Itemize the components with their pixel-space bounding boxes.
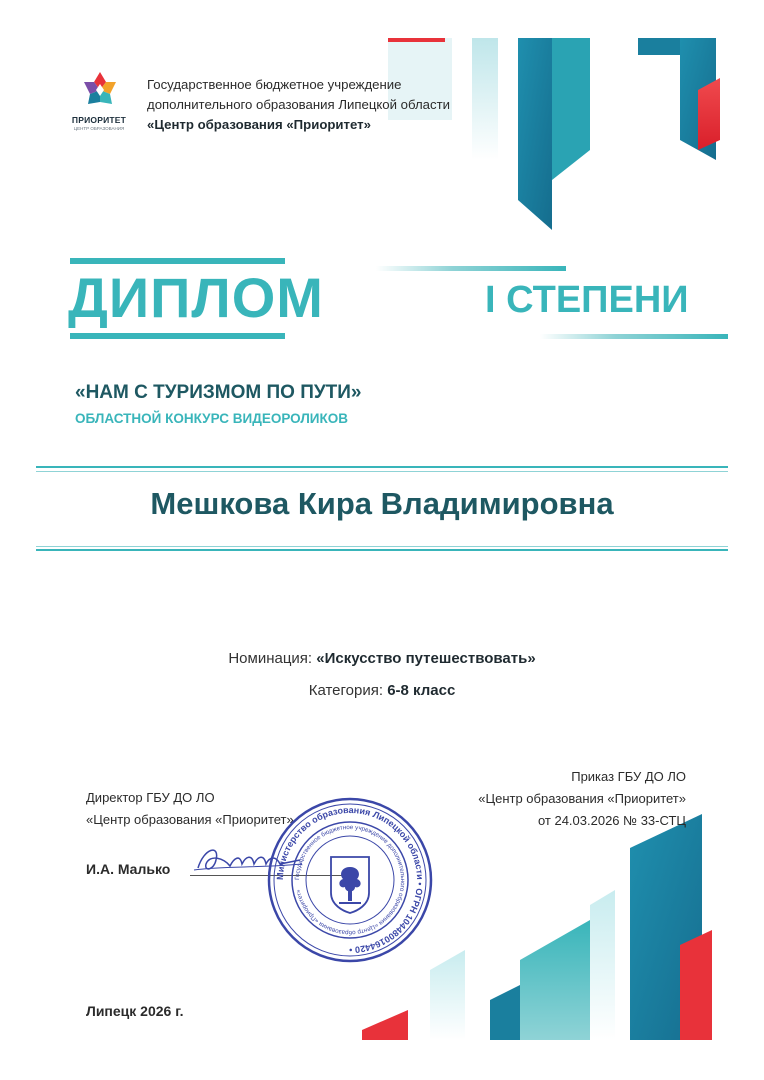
divider	[36, 466, 728, 468]
divider	[36, 549, 728, 551]
deco-shape	[520, 920, 590, 1040]
official-seal	[265, 795, 435, 965]
logo-name: ПРИОРИТЕТ	[71, 115, 127, 125]
category-label: Категория:	[308, 682, 384, 699]
diploma-degree: I СТЕПЕНИ	[485, 279, 689, 321]
deco-shape	[388, 38, 445, 42]
order-line: «Центр образования «Приоритет»	[478, 791, 686, 806]
coat-of-arms-icon	[331, 857, 369, 913]
flower-star-logo-icon	[80, 70, 120, 110]
director-org: «Центр образования «Приоритет»	[86, 812, 294, 827]
deco-shape	[552, 38, 590, 180]
organization-block	[147, 75, 450, 135]
nomination-row	[0, 650, 764, 667]
deco-shape	[698, 78, 720, 150]
director-title: Директор ГБУ ДО ЛО	[86, 790, 215, 805]
city-year: Липецк 2026 г.	[86, 1003, 184, 1019]
nomination-value: «Искусство путешествовать»	[316, 650, 536, 667]
order-block	[478, 766, 686, 832]
nomination-label: Номинация:	[228, 650, 313, 667]
deco-shape	[362, 1010, 408, 1040]
degree-bar	[540, 334, 728, 339]
title-bar	[70, 333, 285, 339]
divider	[36, 546, 728, 547]
organization-line: Государственное бюджетное учреждение	[147, 77, 402, 92]
top-decoration	[380, 30, 764, 240]
seal-outer-text: Министерство образования Липецкой области • ОГРН 1044800164420 •	[274, 804, 426, 956]
order-number: от 24.03.2026 № 33-СТЦ	[537, 813, 686, 828]
order-line: Приказ ГБУ ДО ЛО	[571, 769, 686, 784]
deco-shape	[638, 38, 680, 55]
organization-line: дополнительного образования Липецкой области	[147, 97, 450, 112]
director-name: И.А. Малько	[86, 861, 171, 877]
deco-shape	[430, 950, 465, 1040]
degree-bar	[376, 266, 566, 271]
seal-inner-text: Государственное бюджетное учреждение дополнительного образования «Центр образования «Приоритет»	[293, 823, 407, 937]
divider	[36, 471, 728, 472]
deco-shape	[590, 890, 615, 1040]
contest-subtitle: ОБЛАСТНОЙ КОНКУРС ВИДЕОРОЛИКОВ	[75, 411, 348, 426]
organization-name: «Центр образования «Приоритет»	[147, 117, 371, 132]
deco-shape	[680, 930, 712, 1040]
category-row	[0, 682, 764, 699]
logo-subtitle: ЦЕНТР ОБРАЗОВАНИЯ	[73, 126, 125, 131]
deco-shape	[518, 38, 552, 230]
category-value: 6-8 класс	[387, 682, 456, 699]
recipient-name: Мешкова Кира Владимировна	[150, 486, 614, 521]
deco-shape	[472, 38, 498, 160]
diploma-title: ДИПЛОМ	[68, 266, 324, 329]
deco-shape	[490, 985, 520, 1040]
contest-title: «НАМ С ТУРИЗМОМ ПО ПУТИ»	[75, 382, 362, 403]
director-block	[86, 787, 294, 831]
